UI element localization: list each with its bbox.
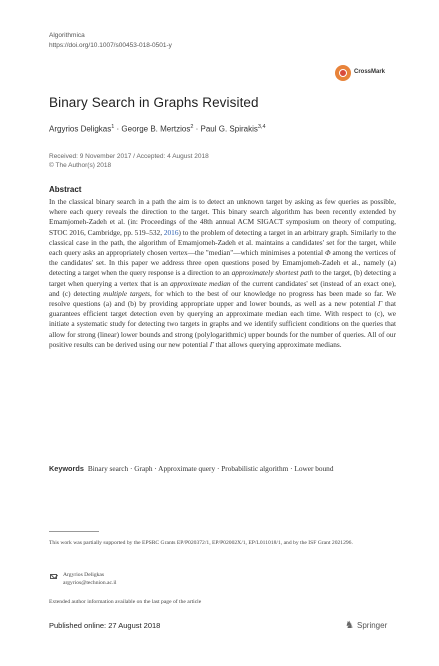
abstract-segment: , for which to the best of our knowledge no progress has been made so far. We resolve questions (a) and (b) by providing appropriate upper and lower bounds, as well as a new potential xyxy=(49,288,396,309)
crossmark-badge[interactable] xyxy=(335,63,395,85)
journal-header xyxy=(49,31,172,51)
abstract-segment: among the vertices of the candidates' set. In this paper we address three open questions posed by Emamjomeh-Zadeh et al., namely (a) detecting a target when the query response is a direction to an xyxy=(49,248,396,278)
journal-name: Algorithmica xyxy=(49,32,85,39)
math-symbol: Γ xyxy=(209,339,214,349)
author-name[interactable]: George B. Mertzios xyxy=(121,124,191,134)
abstract-segment: ) to the problem of detecting a target in an arbitrary graph. Similarly to the classical case in the path, the algorithm of Emamjomeh-Zadeh et al. maintains a candidates' set for the target, while each query asks an appropriately chosen vertex—the "median"—which minimises a potential xyxy=(49,227,396,258)
affiliation-marker: 1 xyxy=(111,124,115,130)
math-symbol: Φ xyxy=(325,248,331,258)
received-accepted: Received: 9 November 2017 / Accepted: 4 August 2018 xyxy=(49,153,209,160)
mail-icon xyxy=(50,574,57,579)
contact-name: Argyrios Deligkas xyxy=(63,572,105,578)
emphasis: multiple targets xyxy=(103,288,151,298)
emphasis: approximately shortest path xyxy=(231,268,314,278)
author-list xyxy=(49,124,266,134)
author-separator: · xyxy=(193,124,201,134)
keywords-label: Keywords xyxy=(49,464,84,473)
contact-email[interactable]: argyrios@technion.ac.il xyxy=(63,580,117,586)
affiliation-marker: 2 xyxy=(190,124,194,130)
crossmark-icon xyxy=(335,65,351,81)
springer-logo[interactable] xyxy=(345,620,405,632)
author-name[interactable]: Paul G. Spirakis xyxy=(200,124,258,134)
corresponding-author xyxy=(63,571,117,587)
abstract-segment: that allows querying approximate medians. xyxy=(213,339,342,349)
abstract-segment: that guarantees efficient target detection even by querying an approximate median each time. With respect to (c), we initiate a systematic study for detecting two targets in graphs and we identify sufficient conditions on the queries that allow for strong (linear) lower bounds and strong (polylogarithmic) upper bounds for the number of queries. All of our positive results can be derived using our new potential xyxy=(49,299,396,349)
extended-info-note: Extended author information available on the last page of the article xyxy=(49,599,202,605)
math-symbol: Γ xyxy=(377,299,383,309)
crossmark-label: CrossMark xyxy=(354,69,386,75)
springer-horse-icon: ♞ xyxy=(345,620,354,631)
publication-dates xyxy=(49,152,209,170)
abstract-segment: In the classical binary search in a path the aim is to detect an unknown target by asking as few queries as possible, where each query reveals the direction to the target. This binary search algorithm has been recently extended by Emamjomeh-Zadeh et al. (in: Proceedings of the 48th annual ACM SIGACT symposium on theory of computing, STOC 2016, Cambridge, pp. 519–532, xyxy=(49,197,396,237)
abstract-heading: Abstract xyxy=(49,185,82,194)
emphasis: approximate median xyxy=(170,278,231,288)
paper-title: Binary Search in Graphs Revisited xyxy=(49,95,259,110)
affiliation-marker: 3,4 xyxy=(257,124,266,130)
keywords-section xyxy=(49,464,389,475)
keywords-list: Binary search · Graph · Approximate query · Probabilistic algorithm · Lower bound xyxy=(87,464,334,473)
abstract-segment: of the current candidates' set (instead of an exact one), and (c) detecting xyxy=(49,278,397,298)
abstract-segment: to the target, (b) detecting a target when querying a vertex that is an xyxy=(49,268,396,288)
author-name[interactable]: Argyrios Deligkas xyxy=(49,124,112,134)
citation-link[interactable]: 2016 xyxy=(163,227,179,237)
publisher-name: Springer xyxy=(357,621,388,630)
abstract-text xyxy=(49,197,396,350)
author-separator: · xyxy=(114,124,122,134)
funding-footnote: This work was partially supported by the EPSRC Grants EP/P020372/1, EP/P02002X/1, EP/L011018/1, and by the ISF Grant 2021296. xyxy=(49,540,353,546)
footnote-divider xyxy=(49,531,99,532)
doi-link[interactable]: https://doi.org/10.1007/s00453-018-0501-y xyxy=(49,42,172,49)
copyright-notice: © The Author(s) 2018 xyxy=(49,162,112,169)
published-online: Published online: 27 August 2018 xyxy=(49,621,161,630)
